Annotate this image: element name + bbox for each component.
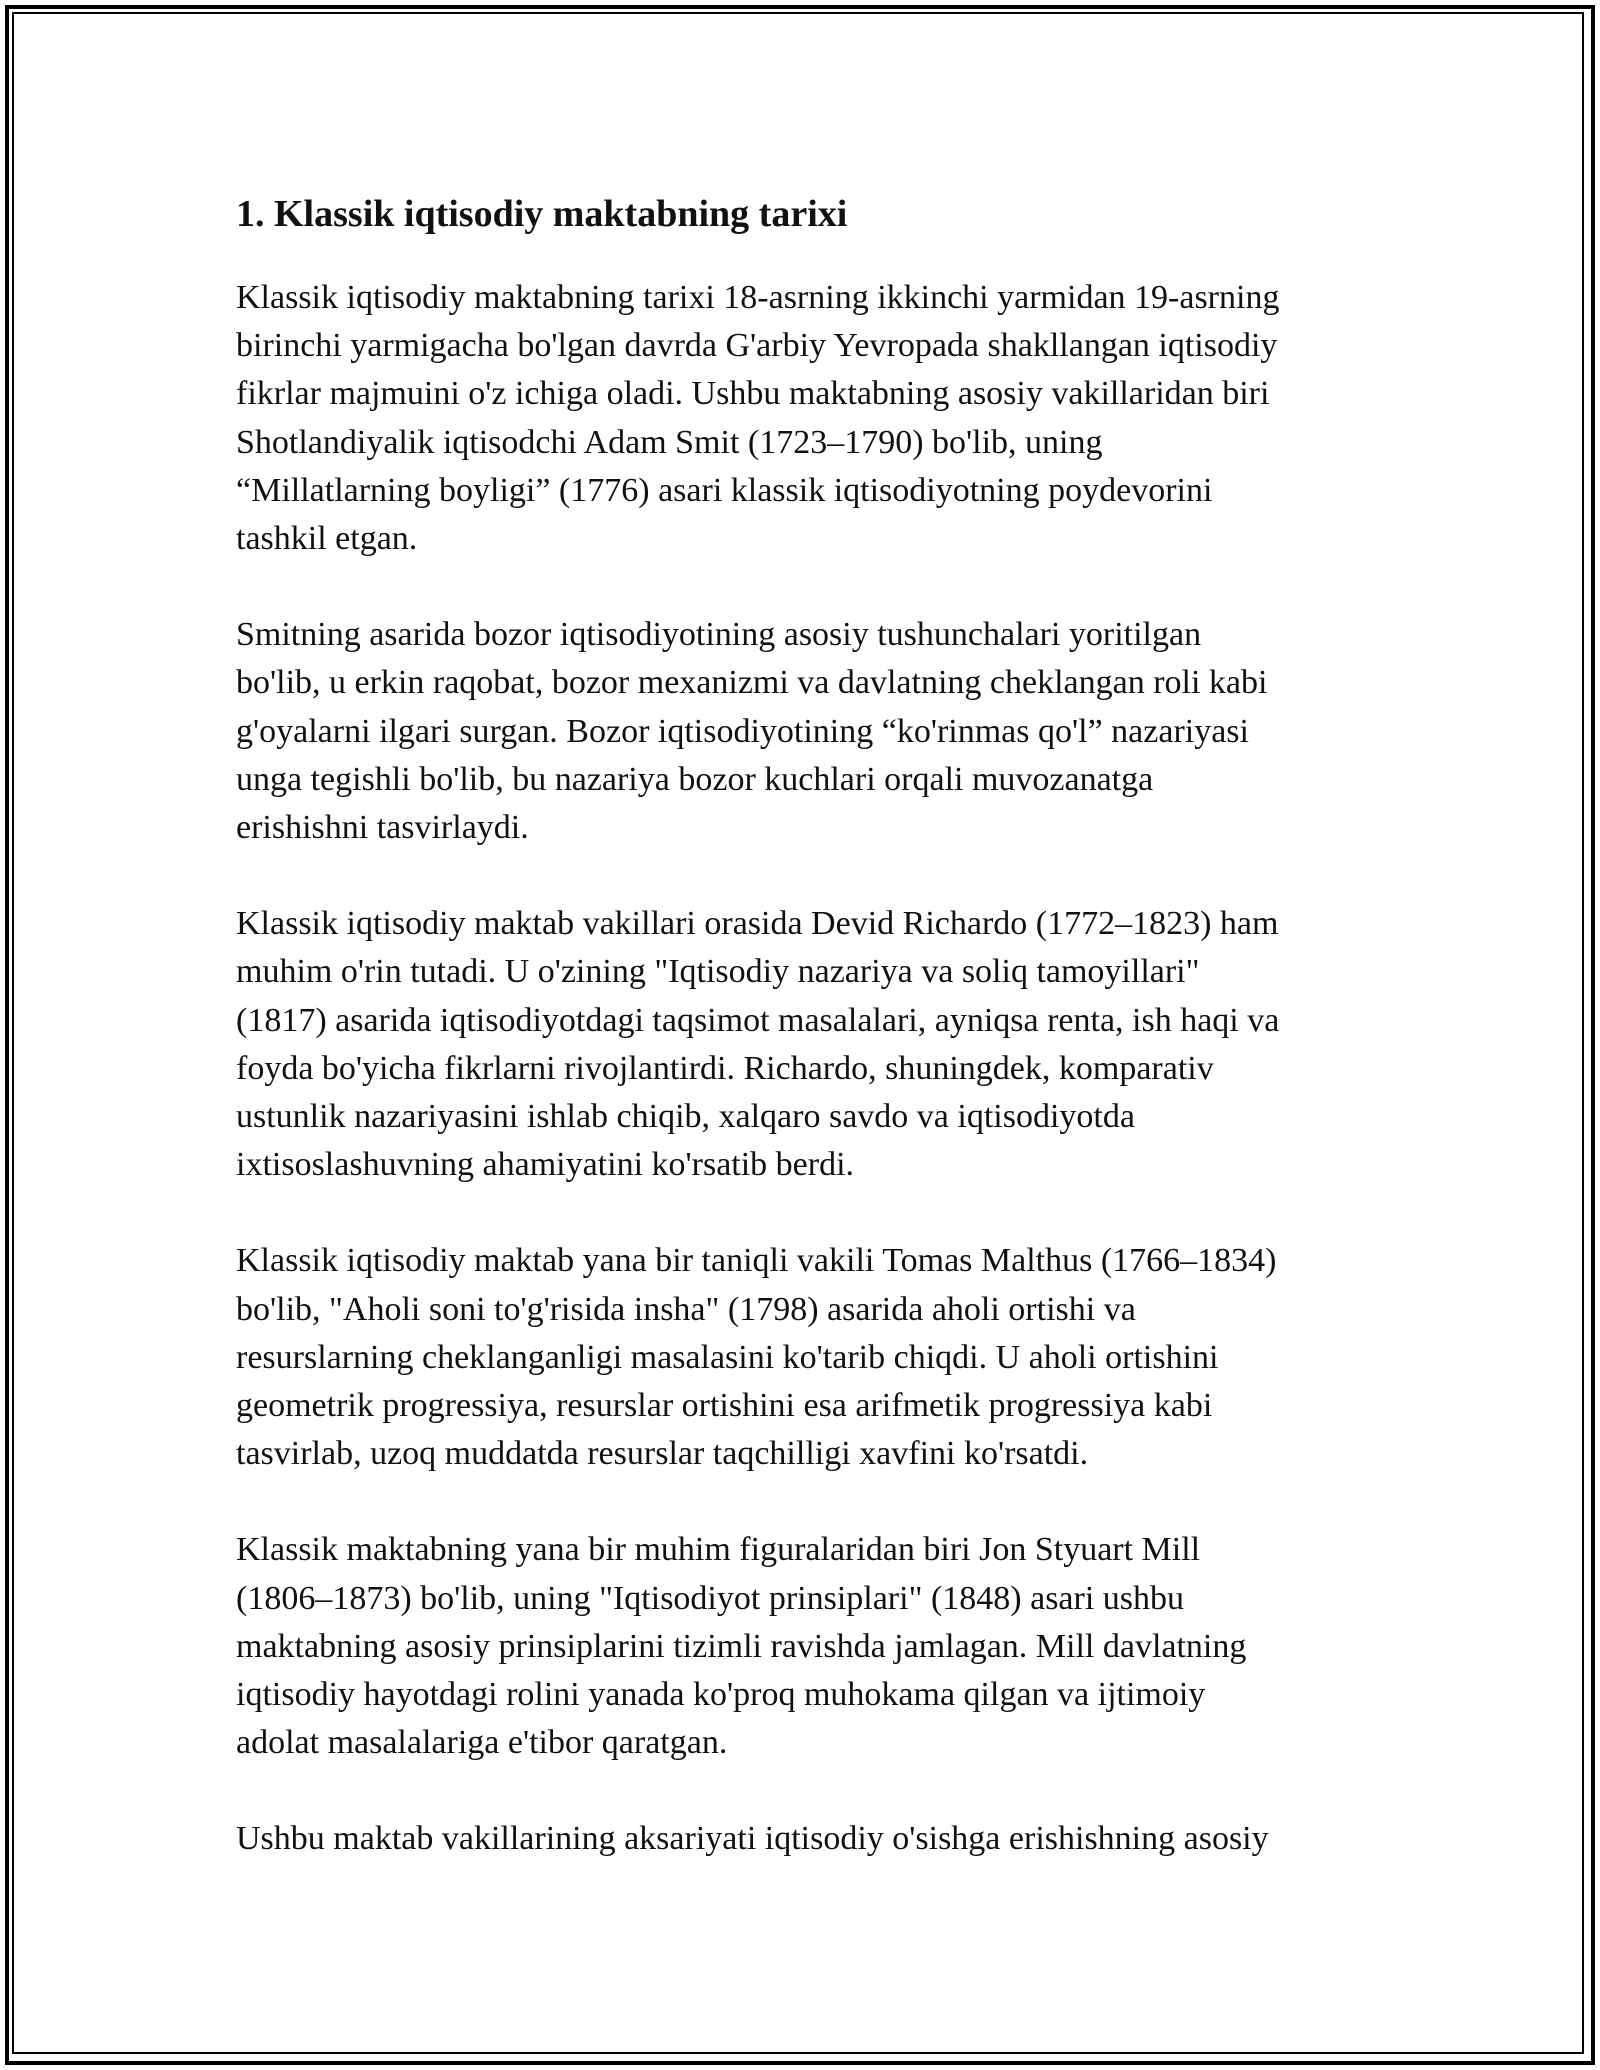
text-line: tashkil etgan. xyxy=(236,520,418,558)
paragraph-1 xyxy=(236,274,1386,563)
text-line: bo'lib, u erkin raqobat, bozor mexanizmi va davlatning cheklangan roli kabi xyxy=(236,664,1268,702)
paragraph-5 xyxy=(236,1526,1386,1767)
text-line: Klassik maktabning yana bir muhim figuralaridan biri Jon Styuart Mill xyxy=(236,1531,1201,1569)
text-line: erishishni tasvirlaydi. xyxy=(236,809,529,847)
text-line: bo'lib, "Aholi soni to'g'risida insha" (1798) asarida aholi ortishi va xyxy=(236,1290,1136,1328)
paragraph-3 xyxy=(236,900,1386,1189)
text-line: (1806–1873) bo'lib, uning "Iqtisodiyot prinsiplari" (1848) asari ushbu xyxy=(236,1579,1185,1617)
text-line: Klassik iqtisodiy maktab vakillari orasida Devid Richardo (1772–1823) ham xyxy=(236,905,1279,943)
text-line: ustunlik nazariyasini ishlab chiqib, xalqaro savdo va iqtisodiyotda xyxy=(236,1098,1135,1136)
text-line: unga tegishli bo'lib, bu nazariya bozor kuchlari orqali muvozanatga xyxy=(236,760,1154,798)
text-line: Klassik iqtisodiy maktab yana bir taniqli vakili Tomas Malthus (1766–1834) xyxy=(236,1242,1277,1280)
text-line: foyda bo'yicha fikrlarni rivojlantirdi. Richardo, shuningdek, komparativ xyxy=(236,1049,1214,1087)
text-line: resurslarning cheklanganligi masalasini ko'tarib chiqdi. U aholi ortishini xyxy=(236,1338,1219,1376)
document-body xyxy=(236,188,1386,1912)
paragraph-2 xyxy=(236,611,1386,852)
text-line: tasvirlab, uzoq muddatda resurslar taqchilligi xavfini ko'rsatdi. xyxy=(236,1435,1089,1473)
text-line: Shotlandiyalik iqtisodchi Adam Smit (1723–1790) bo'lib, uning xyxy=(236,423,1103,461)
section-heading: 1. Klassik iqtisodiy maktabning tarixi xyxy=(236,193,848,235)
text-line: (1817) asarida iqtisodiyotdagi taqsimot masalalari, ayniqsa renta, ish haqi va xyxy=(236,1001,1280,1039)
text-line: g'oyalarni ilgari surgan. Bozor iqtisodiyotining “ko'rinmas qo'l” nazariyasi xyxy=(236,712,1249,750)
text-line: iqtisodiy hayotdagi rolini yanada ko'proq muhokama qilgan va ijtimoiy xyxy=(236,1676,1206,1714)
text-line: birinchi yarmigacha bo'lgan davrda G'arbiy Yevropada shakllangan iqtisodiy xyxy=(236,327,1278,365)
text-line: Smitning asarida bozor iqtisodiyotining asosiy tushunchalari yoritilgan xyxy=(236,616,1202,654)
text-line: adolat masalalariga e'tibor qaratgan. xyxy=(236,1724,728,1762)
paragraph-6 xyxy=(236,1815,1386,1863)
text-line: maktabning asosiy prinsiplarini tizimli ravishda jamlagan. Mill davlatning xyxy=(236,1627,1247,1665)
text-line: “Millatlarning boyligi” (1776) asari klassik iqtisodiyotning poydevorini xyxy=(236,471,1213,509)
text-line: fikrlar majmuini o'z ichiga oladi. Ushbu maktabning asosiy vakillaridan biri xyxy=(236,375,1270,413)
text-line: ixtisoslashuvning ahamiyatini ko'rsatib berdi. xyxy=(236,1146,855,1184)
text-line: muhim o'rin tutadi. U o'zining "Iqtisodiy nazariya va soliq tamoyillari" xyxy=(236,953,1200,991)
text-line: Klassik iqtisodiy maktabning tarixi 18-asrning ikkinchi yarmidan 19-asrning xyxy=(236,279,1280,316)
paragraph-4 xyxy=(236,1237,1386,1478)
text-line: geometrik progressiya, resurslar ortishini esa arifmetik progressiya kabi xyxy=(236,1387,1213,1425)
text-line: Ushbu maktab vakillarining aksariyati iqtisodiy o'sishga erishishning asosiy xyxy=(236,1820,1269,1858)
